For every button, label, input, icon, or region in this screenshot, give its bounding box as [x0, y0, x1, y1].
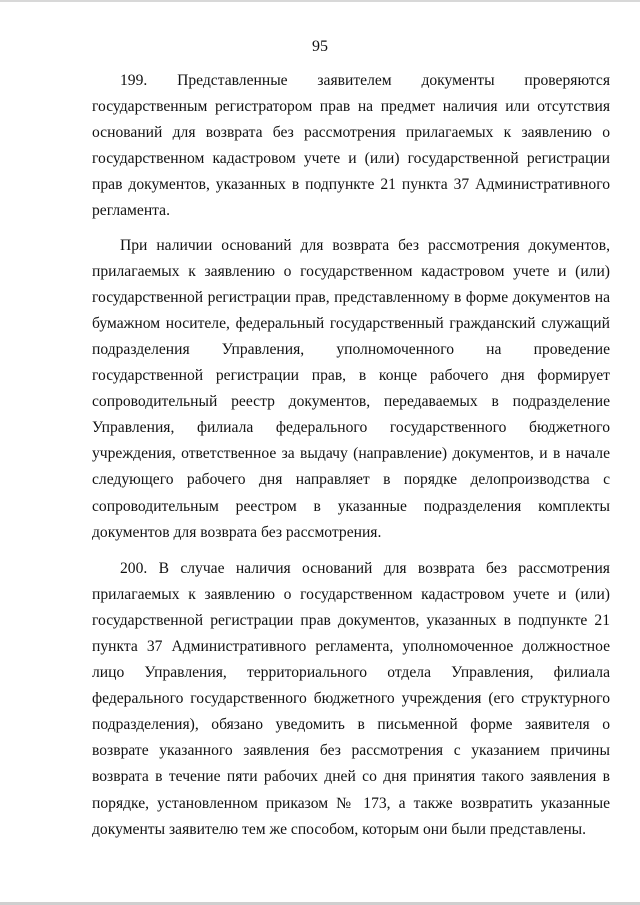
paragraph-200: 200. В случае наличия оснований для возврата без рассмотрения прилагаемых к заявлению о государственном кадастровом учете и (или) государственной регистрации прав документов, указанных в подпункте 21 пункта 37 Административного регламента, уполномоченное должностное лицо Управления, территориального отдела Управления, филиала федерального государственного бюджетного учреждения (его структурного подразделения), обязано уведомить в письменной форме заявителя о возврате указанного заявления без рассмотрения с указанием причины возврата в течение пяти рабочих дней со дня принятия такого заявления в порядке, установленном приказом № 173, а также возвратить указанные документы заявителю тем же способом, которым они были представлены. — [92, 559, 610, 838]
paragraph-199-continued: При наличии оснований для возврата без рассмотрения документов, прилагаемых к заявлению о государственном кадастровом учете и (или) государственной регистрации прав, представленному в форме документов на бумажном носителе, федеральный государственный гражданский служащий подразделения Управления, уполномоченного на проведение государственной регистрации прав, в конце рабочего дня формирует сопроводительный реестр документов, передаваемых в подразделение Управления, филиала федерального государственного бюджетного учреждения, ответственное за выдачу (направление) документов, и в начале следующего рабочего дня направляет в порядке делопроизводства с сопроводительным реестром в указанные подразделения комплекты документов для возврата без рассмотрения. — [92, 236, 610, 541]
document-body — [92, 68, 610, 843]
page-number: 95 — [312, 38, 328, 55]
paragraph-199: 199. Представленные заявителем документы проверяются государственным регистратором прав на предмет наличия или отсутствия оснований для возврата без рассмотрения прилагаемых к заявлению о государственном кадастровом учете и (или) государственной регистрации прав документов, указанных в подпункте 21 пункта 37 Административного регламента. — [92, 72, 610, 220]
scan-edge-top — [0, 0, 640, 2]
